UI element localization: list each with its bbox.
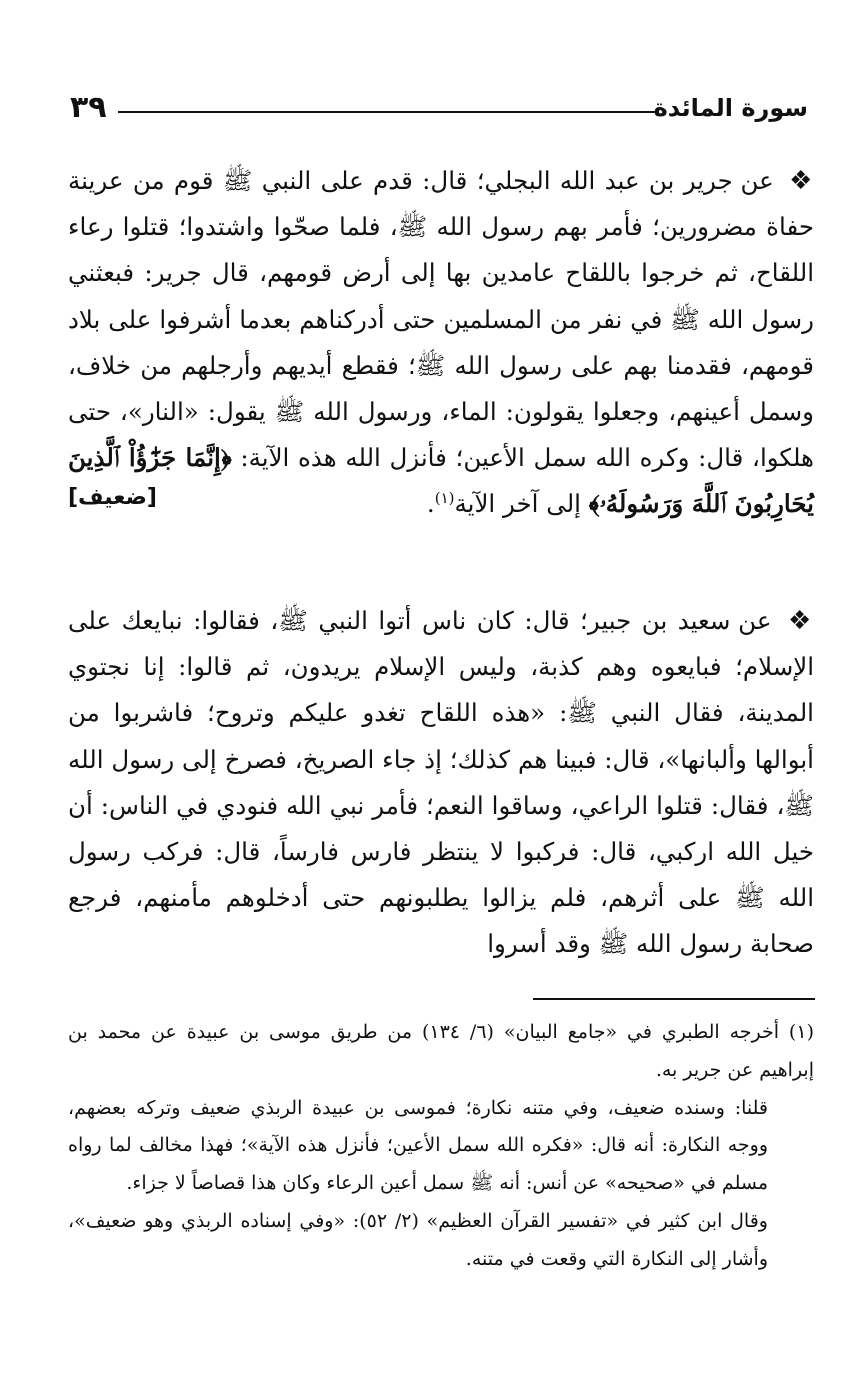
hadith-text: عن جرير بن عبد الله البجلي؛ قال: قدم على النبي ﷺ قوم من عرينة حفاة مضرورين؛ فأمر بهم رسول الله ﷺ، فلما صحّوا واشتدوا؛ قتلوا رعاء اللقاح، ثم خرجوا باللقاح عامدين بها إلى أرض قومهم، قال جرير: فبعثني رسول الله ﷺ في نفر من المسلمين حتى أدركناهم بعدما أشرفوا على بلاد قومهم، فقدمنا بهم على رسول الله ﷺ؛ فقطع أيديهم وأرجلهم من خلاف، وسمل أعينهم، وجعلوا يقولون: الماء، ورسول الله ﷺ يقول: «النار»، حتى هلكوا، قال: وكره الله سمل الأعين؛ فأنزل الله هذه الآية:	[68, 166, 814, 473]
hadith-text-block	[68, 158, 814, 528]
surah-title: سورة المائدة	[653, 94, 808, 122]
hadith-text: عن سعيد بن جبير؛ قال: كان ناس أتوا النبي ﷺ، فقالوا: نبايعك على الإسلام؛ فبايعوه وهم كذبة، وليس الإسلام يريدون، ثم قالوا: إنا نجتوي المدينة، فقال النبي ﷺ: «هذه اللقاح تغدو عليكم وتروح؛ فاشربوا من أبوالها وألبانها»، قال: فبينا هم كذلك؛ إذ جاء الصريخ، فصرخ إلى رسول الله ﷺ، فقال: قتلوا الراعي، وساقوا النعم؛ فأمر نبي الله فنودي في الناس: أن خيل الله اركبي، قال: فركبوا لا ينتظر فارس فارساً، قال: فركب رسول الله ﷺ على أثرهم، فلم يزالوا يطلبونهم حتى أدخلوهم مأمنهم، فرجع صحابة رسول الله ﷺ وقد أسروا	[68, 606, 814, 959]
bullet-diamond-icon: ❖	[789, 166, 814, 196]
hadith-said-ibn-jubayr	[68, 598, 814, 968]
sentence-period: .	[426, 489, 435, 519]
footnote-reference[interactable]: (١)	[434, 489, 455, 508]
footnotes	[68, 1014, 814, 1279]
bullet-diamond-icon: ❖	[787, 606, 814, 636]
hadith-grade: [ضعيف]	[68, 485, 157, 511]
verse-ending: إلى آخر الآية	[454, 489, 581, 519]
footnote-1-source: (١) أخرجه الطبري في «جامع البيان» (٦/ ١٣٤) من طريق موسى بن عبيدة عن محمد بن إبراهيم عن جرير به.	[68, 1021, 814, 1081]
hadith-jarir	[68, 158, 814, 528]
hadith-text-block	[68, 598, 814, 968]
quran-verse: ﴿إِنَّمَا جَزَٰٓؤُاْ ٱلَّذِينَ يُحَارِبُونَ ٱللَّهَ وَرَسُولَهُۥ﴾	[68, 443, 814, 519]
page-number: ٣٩	[70, 90, 107, 125]
footnote-1-ibn-kathir: وقال ابن كثير في «تفسير القرآن العظيم» (٢/ ٥٢): «وفي إسناده الربذي وهو ضعيف»، وأشار إلى النكارة التي وقعت في متنه.	[68, 1209, 768, 1270]
header-rule	[118, 111, 658, 113]
footnote-1-analysis: قلنا: وسنده ضعيف، وفي متنه نكارة؛ فموسى بن عبيدة الربذي ضعيف وتركه بعضهم، ووجه النكارة: أنه قال: «فكره الله سمل الأعين؛ فأنزل هذه الآية»؛ فهذا مخالف لما رواه مسلم في «صحيحه» عن أنس: أنه ﷺ سمل أعين الرعاء وكان هذا قصاصاً لا جزاء.	[68, 1096, 768, 1195]
page-header	[70, 92, 808, 132]
footnote-separator	[533, 998, 815, 1000]
